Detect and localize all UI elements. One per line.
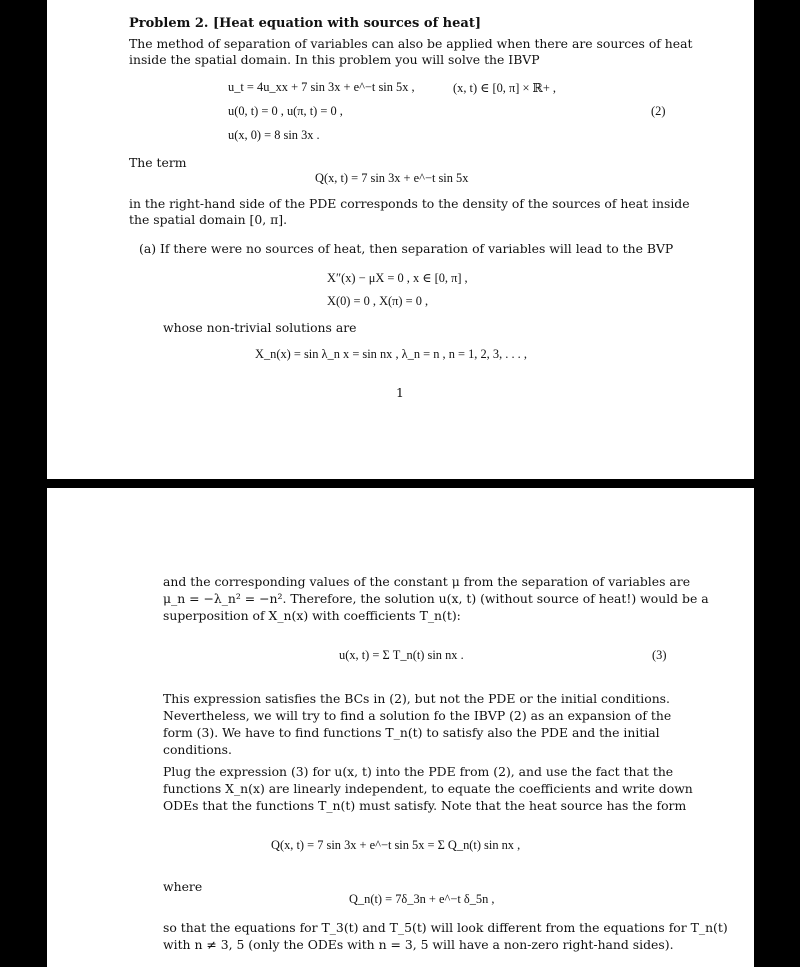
para2-line-4: conditions. bbox=[163, 742, 232, 757]
para3-line-3: ODEs that the functions T_n(t) must satisfy. Note that the heat source has the form bbox=[163, 798, 687, 813]
part-a-text: (a) If there were no sources of heat, then separation of variables will lead to the BVP bbox=[139, 241, 674, 256]
intro-line-1: The method of separation of variables can also be applied when there are sources of heat bbox=[129, 36, 693, 51]
equation-ic: u(x, 0) = 8 sin 3x . bbox=[228, 128, 320, 142]
bvp-line-1: X″(x) − μX = 0 , x ∈ [0, π] , bbox=[327, 271, 468, 285]
equation-Q: Q(x, t) = 7 sin 3x + e^−t sin 5x bbox=[315, 171, 469, 185]
solution-line: X_n(x) = sin λ_n x = sin nx , λ_n = n , n = 1, 2, 3, . . . , bbox=[255, 347, 527, 361]
document-page-2 bbox=[47, 488, 754, 967]
rhs-line-1: in the right-hand side of the PDE corresponds to the density of the sources of heat inside bbox=[129, 196, 690, 211]
para2-line-1: This expression satisfies the BCs in (2), but not the PDE or the initial conditions. bbox=[163, 691, 670, 706]
rhs-line-2: the spatial domain [0, π]. bbox=[129, 212, 288, 227]
equation-number-3: (3) bbox=[652, 648, 667, 662]
equation-3: u(x, t) = Σ T_n(t) sin nx . bbox=[339, 648, 464, 662]
para1-line-1: and the corresponding values of the constant μ from the separation of variables are bbox=[163, 574, 691, 589]
para3-line-1: Plug the expression (3) for u(x, t) into the PDE from (2), and use the fact that the bbox=[163, 764, 674, 779]
nontrivial-text: whose non-trivial solutions are bbox=[163, 320, 357, 335]
equation-number-2: (2) bbox=[651, 104, 666, 118]
para1-line-3: superposition of X_n(x) with coefficients T_n(t): bbox=[163, 608, 461, 623]
para2-line-2: Nevertheless, we will try to find a solution fo the IBVP (2) as an expansion of the bbox=[163, 708, 672, 723]
para3-line-2: functions X_n(x) are linearly independent, to equate the coefficients and write down bbox=[163, 781, 693, 796]
para4-line-2: with n ≠ 3, 5 (only the ODEs with n = 3, 5 will have a non-zero right-hand sides). bbox=[163, 937, 674, 952]
equation-pde: u_t = 4u_xx + 7 sin 3x + e^−t sin 5x , bbox=[228, 80, 415, 94]
equation-Q-sum: Q(x, t) = 7 sin 3x + e^−t sin 5x = Σ Q_n(t) sin nx , bbox=[271, 838, 521, 852]
equation-Qn: Q_n(t) = 7δ_3n + e^−t δ_5n , bbox=[349, 892, 495, 906]
para2-line-3: form (3). We have to find functions T_n(t) to satisfy also the PDE and the initial bbox=[163, 725, 660, 740]
the-term-label: The term bbox=[129, 155, 187, 170]
para1-line-2: μ_n = −λ_n² = −n². Therefore, the solution u(x, t) (without source of heat!) would be a bbox=[163, 591, 709, 606]
where-label: where bbox=[163, 879, 203, 894]
document-page-1 bbox=[47, 0, 754, 479]
para4-line-1: so that the equations for T_3(t) and T_5(t) will look different from the equations for T_n(t) bbox=[163, 920, 728, 935]
page-number: 1 bbox=[396, 385, 404, 400]
bvp-line-2: X(0) = 0 , X(π) = 0 , bbox=[327, 294, 429, 308]
problem-title: Problem 2. [Heat equation with sources of heat] bbox=[129, 16, 481, 31]
intro-line-2: inside the spatial domain. In this problem you will solve the IBVP bbox=[129, 52, 540, 67]
equation-domain: (x, t) ∈ [0, π] × ℝ+ , bbox=[453, 81, 557, 95]
equation-bc: u(0, t) = 0 , u(π, t) = 0 , bbox=[228, 104, 343, 118]
